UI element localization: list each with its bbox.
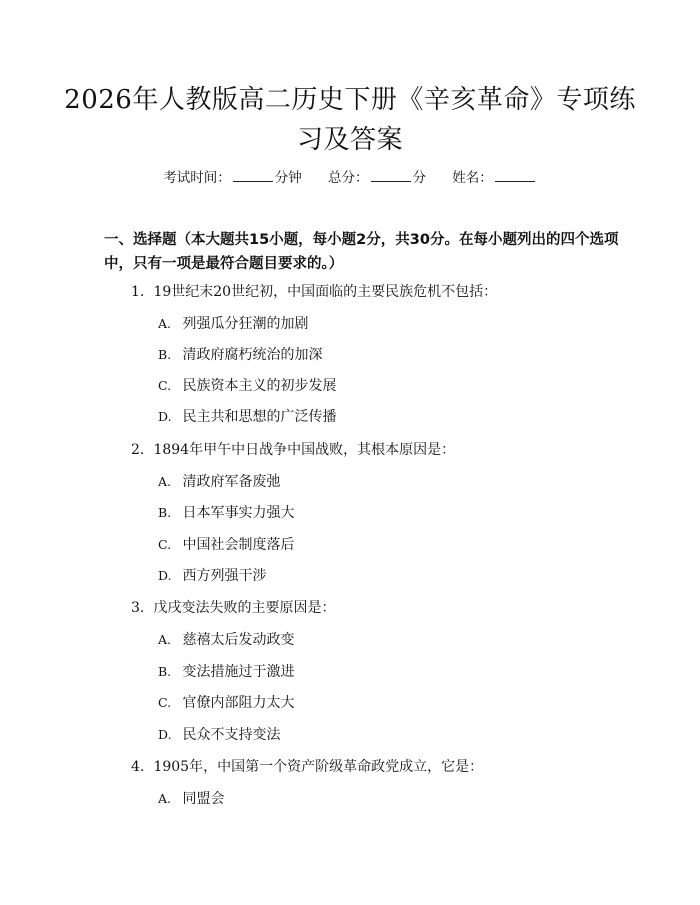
option-letter: A. (158, 791, 172, 806)
question-3 (131, 598, 335, 618)
name-label: 姓名： (452, 170, 493, 186)
question-1 (131, 282, 497, 302)
option-letter: A. (158, 632, 172, 647)
option-3a (158, 630, 294, 650)
option-letter: A. (158, 474, 172, 489)
option-text: 列强瓜分狂潮的加剧 (182, 316, 309, 332)
option-4a (158, 789, 224, 809)
option-text: 民族资本主义的初步发展 (182, 378, 337, 394)
option-letter: D. (158, 568, 172, 583)
option-text: 官僚内部阻力太大 (182, 695, 295, 711)
option-letter: B. (158, 664, 172, 679)
option-3d (158, 725, 280, 745)
option-2c (158, 535, 294, 555)
option-text: 民众不支持变法 (182, 727, 281, 743)
option-letter: A. (158, 316, 172, 331)
time-unit: 分钟 (274, 170, 302, 186)
question-number: 1. (131, 284, 145, 300)
name-blank[interactable] (495, 168, 535, 182)
total-score-field (328, 168, 426, 188)
option-text: 中国社会制度落后 (182, 537, 295, 553)
option-text: 慈禧太后发动政变 (182, 632, 295, 648)
option-text: 民主共和思想的广泛传播 (182, 409, 337, 425)
option-2d (158, 566, 266, 586)
option-3c (158, 693, 294, 713)
score-label: 总分： (328, 170, 369, 186)
option-2b (158, 503, 294, 523)
option-letter: B. (158, 505, 172, 520)
document-title: 2026年人教版高二历史下册《辛亥革命》专项练习及答案 (64, 85, 636, 155)
question-text: 1905年，中国第一个资产阶级革命政党成立，它是： (153, 759, 484, 775)
option-text: 清政府腐朽统治的加深 (182, 347, 323, 363)
score-blank[interactable] (371, 168, 411, 182)
question-number: 2. (131, 442, 145, 458)
option-text: 清政府军备废弛 (182, 474, 281, 490)
time-label: 考试时间： (163, 170, 231, 186)
exam-meta-line (0, 168, 700, 188)
option-text: 西方列强干涉 (182, 568, 267, 584)
option-3b (158, 662, 294, 682)
option-1c (158, 376, 336, 396)
option-letter: C. (158, 378, 172, 393)
option-letter: B. (158, 347, 172, 362)
option-2a (158, 472, 280, 492)
section-heading: 一、选择题（本大题共15小题，每小题2分，共30分。在每小题列出的四个选项中，只有一项是最符合题目要求的。） (104, 232, 619, 272)
question-number: 4. (131, 759, 145, 775)
option-letter: D. (158, 727, 172, 742)
option-1d (158, 407, 336, 427)
question-text: 戊戌变法失败的主要原因是： (153, 600, 336, 616)
question-2 (131, 440, 455, 460)
question-text: 19世纪末20世纪初，中国面临的主要民族危机不包括： (153, 284, 498, 300)
question-number: 3. (131, 600, 145, 616)
option-letter: C. (158, 537, 172, 552)
time-blank[interactable] (233, 168, 273, 182)
exam-time-field (163, 168, 302, 188)
option-text: 日本军事实力强大 (182, 505, 295, 521)
option-letter: C. (158, 695, 172, 710)
question-4 (131, 757, 483, 777)
score-unit: 分 (412, 170, 426, 186)
option-letter: D. (158, 409, 172, 424)
option-1b (158, 345, 322, 365)
question-text: 1894年甲午中日战争中国战败，其根本原因是： (153, 442, 456, 458)
option-1a (158, 314, 308, 334)
option-text: 变法措施过于激进 (182, 664, 295, 680)
name-field (452, 168, 537, 188)
option-text: 同盟会 (182, 791, 225, 807)
